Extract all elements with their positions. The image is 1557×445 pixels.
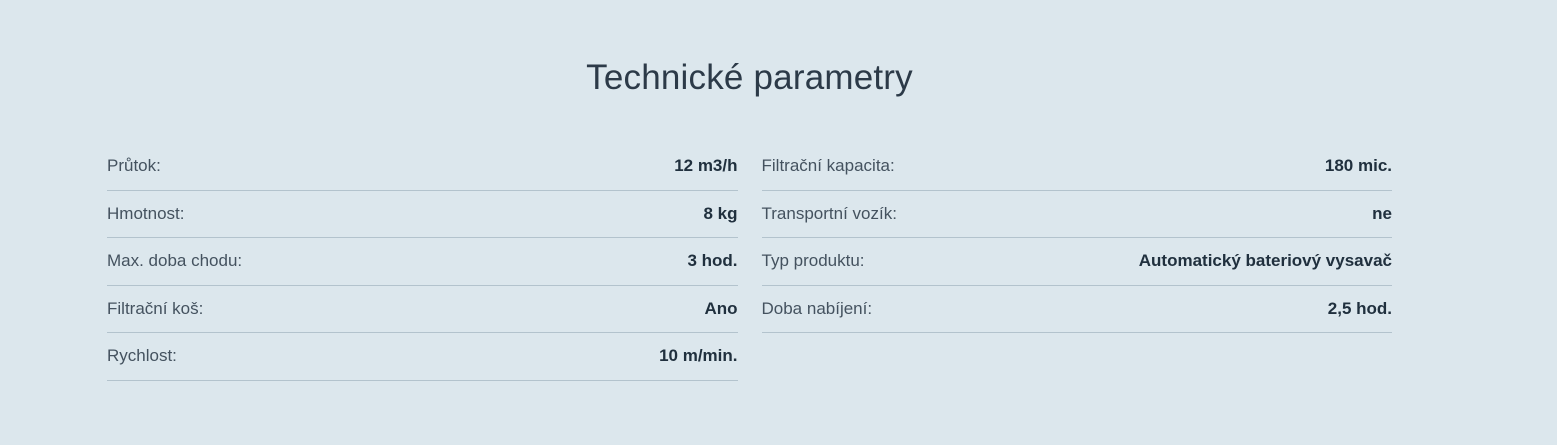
spec-value: Automatický bateriový vysavač	[1138, 251, 1392, 271]
spec-value: Ano	[704, 298, 738, 318]
spec-column-left	[107, 143, 738, 381]
spec-column-right	[762, 143, 1393, 381]
spec-row-filtracni-kapacita	[762, 143, 1393, 191]
spec-value: 3 hod.	[687, 251, 738, 271]
spec-value: 180 mic.	[1324, 156, 1392, 176]
spec-label: Transportní vozík:	[761, 203, 897, 223]
spec-label: Filtrační kapacita:	[761, 156, 895, 176]
spec-row-prutok	[107, 143, 738, 191]
spec-value: 8 kg	[703, 203, 738, 223]
spec-value: 10 m/min.	[659, 346, 738, 366]
spec-label: Průtok:	[107, 156, 161, 176]
spec-label: Max. doba chodu:	[107, 251, 243, 271]
spec-row-doba-nabijeni	[762, 286, 1393, 334]
spec-label: Rychlost:	[107, 346, 177, 366]
spec-value: 12 m3/h	[674, 156, 738, 176]
spec-row-filtracni-kos	[107, 286, 738, 334]
section-title: Technické parametry	[586, 58, 913, 97]
spec-label: Hmotnost:	[107, 203, 185, 223]
spec-row-hmotnost	[107, 191, 738, 239]
spec-value: ne	[1372, 203, 1392, 223]
spec-value: 2,5 hod.	[1327, 298, 1392, 318]
spec-label: Doba nabíjení:	[761, 298, 873, 318]
spec-row-rychlost	[107, 333, 738, 381]
technical-parameters-section	[107, 0, 1392, 381]
spec-columns	[107, 143, 1392, 381]
spec-row-transportni-vozik	[762, 191, 1393, 239]
spec-label: Typ produktu:	[761, 251, 865, 271]
spec-label: Filtrační koš:	[107, 298, 204, 318]
spec-row-max-doba-chodu	[107, 238, 738, 286]
spec-row-typ-produktu	[762, 238, 1393, 286]
